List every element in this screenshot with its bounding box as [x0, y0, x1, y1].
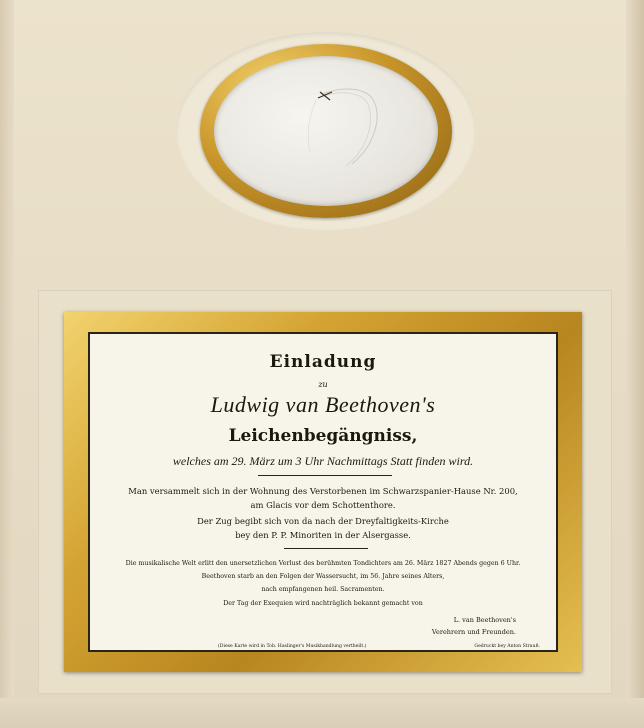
invitation-title: Einladung — [269, 352, 377, 372]
procession-line-1: Der Zug begibt sich von da nach der Dreyfaltigkeits-Kirche — [197, 516, 449, 526]
divider — [258, 475, 392, 476]
funeral-heading: Leichenbegängniss, — [228, 426, 418, 446]
funeral-time: welches am 29. März um 3 Uhr Nachmittags Statt finden wird. — [172, 454, 474, 468]
assembly-line-1: Man versammelt sich in der Wohnung des Verstorbenen im Schwarzspanier-Hause Nr. 200, — [128, 486, 518, 496]
signature-line-2: Verehrern und Freunden. — [431, 628, 516, 636]
invitation-zu: zu — [318, 380, 328, 389]
hair-lock — [214, 56, 438, 206]
notice-line-2: Beethoven starb an den Folgen der Wassersucht, im 56. Jahre seines Alters, — [201, 573, 445, 580]
procession-line-2: bey den P. P. Minoriten in der Alsergasse. — [235, 530, 411, 540]
footer-printer-note: Gedruckt bey Anton Strauß. — [474, 644, 540, 649]
notice-line-1: Die musikalische Welt erlitt den unersetzlichen Verlust des berühmten Tondichters am 26. März 1827 Abends gegen 6 Uhr. — [125, 560, 521, 567]
notice-line-4: Der Tag der Exequien wird nachträglich bekannt gemacht von — [223, 600, 423, 607]
mat-right-edge — [626, 0, 644, 728]
mat-left-edge — [0, 0, 14, 728]
mat-bottom-edge — [0, 698, 644, 728]
notice-line-3: nach empfangenen heil. Sacramenten. — [261, 586, 385, 593]
assembly-line-2: am Glacis vor dem Schottenthore. — [250, 500, 396, 510]
signature-line-1: L. van Beethoven's — [453, 616, 516, 624]
composer-name: Ludwig van Beethoven's — [210, 392, 436, 417]
funeral-invitation-card — [88, 332, 558, 652]
footer-distribution-note: (Diese Karte wird in Tob. Haslinger's Musikhandlung vertheilt.) — [218, 644, 367, 649]
divider — [284, 548, 368, 549]
